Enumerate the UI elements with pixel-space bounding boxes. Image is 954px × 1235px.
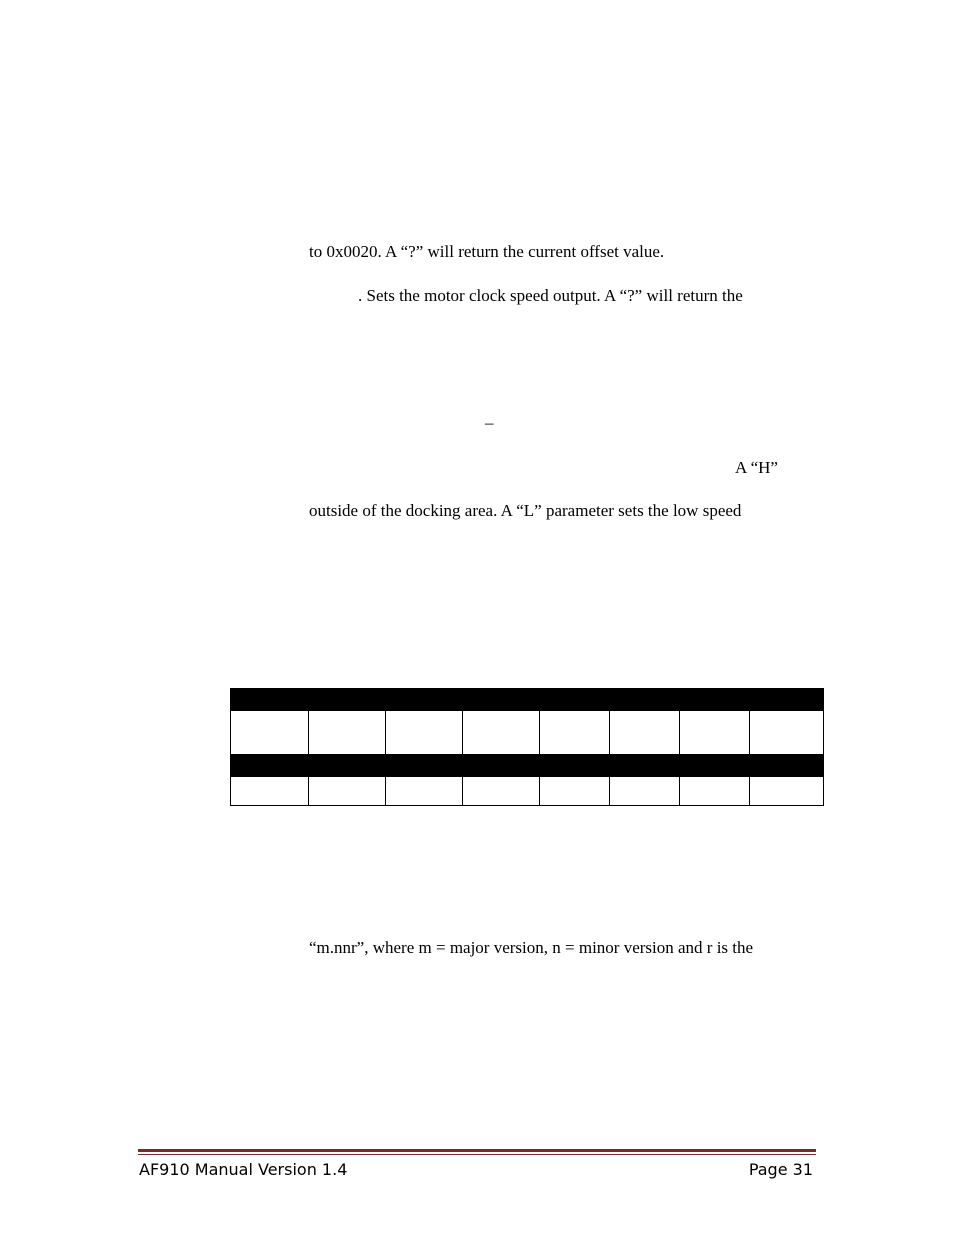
footer-rule (138, 1149, 816, 1152)
body-text-line: “m.nnr”, where m = major version, n = minor version and r is the (309, 938, 754, 957)
table-row (231, 777, 824, 806)
table-cell (540, 711, 610, 755)
table-cell (610, 777, 680, 806)
table-cell (386, 689, 463, 711)
table-cell (680, 711, 750, 755)
table-row (231, 711, 824, 755)
table-cell (610, 755, 680, 777)
table-cell (386, 755, 463, 777)
table-cell (386, 777, 463, 806)
table-cell (680, 689, 750, 711)
table-cell (231, 689, 309, 711)
table-cell (463, 755, 540, 777)
footer-page-number: Page 31 (748, 1160, 813, 1179)
table-cell (463, 689, 540, 711)
table-cell (309, 711, 386, 755)
table-cell (231, 777, 309, 806)
table-cell (463, 777, 540, 806)
table-cell (750, 777, 824, 806)
table-cell (540, 689, 610, 711)
table-cell (750, 755, 824, 777)
body-text-line: A “H” (735, 458, 778, 477)
footer-manual-version: AF910 Manual Version 1.4 (139, 1160, 348, 1179)
table-cell (750, 689, 824, 711)
table-cell (680, 755, 750, 777)
table-cell (463, 711, 540, 755)
table-cell (610, 689, 680, 711)
table-cell (231, 711, 309, 755)
register-table (230, 688, 824, 806)
table-header-row (231, 755, 824, 777)
footer-rule-thin (138, 1154, 816, 1155)
table-cell (750, 711, 824, 755)
table-header-row (231, 689, 824, 711)
table-cell (309, 755, 386, 777)
body-text-line: outside of the docking area. A “L” parameter sets the low speed (309, 501, 742, 520)
body-text-line: to 0x0020. A “?” will return the current offset value. (309, 242, 665, 261)
table-cell (540, 755, 610, 777)
table-cell (309, 689, 386, 711)
dash-text: – (485, 413, 494, 432)
table-cell (386, 711, 463, 755)
table-cell (680, 777, 750, 806)
table-cell (610, 711, 680, 755)
table-cell (309, 777, 386, 806)
body-text-line: . Sets the motor clock speed output. A “?” will return the (358, 286, 743, 305)
table-cell (540, 777, 610, 806)
table-cell (231, 755, 309, 777)
